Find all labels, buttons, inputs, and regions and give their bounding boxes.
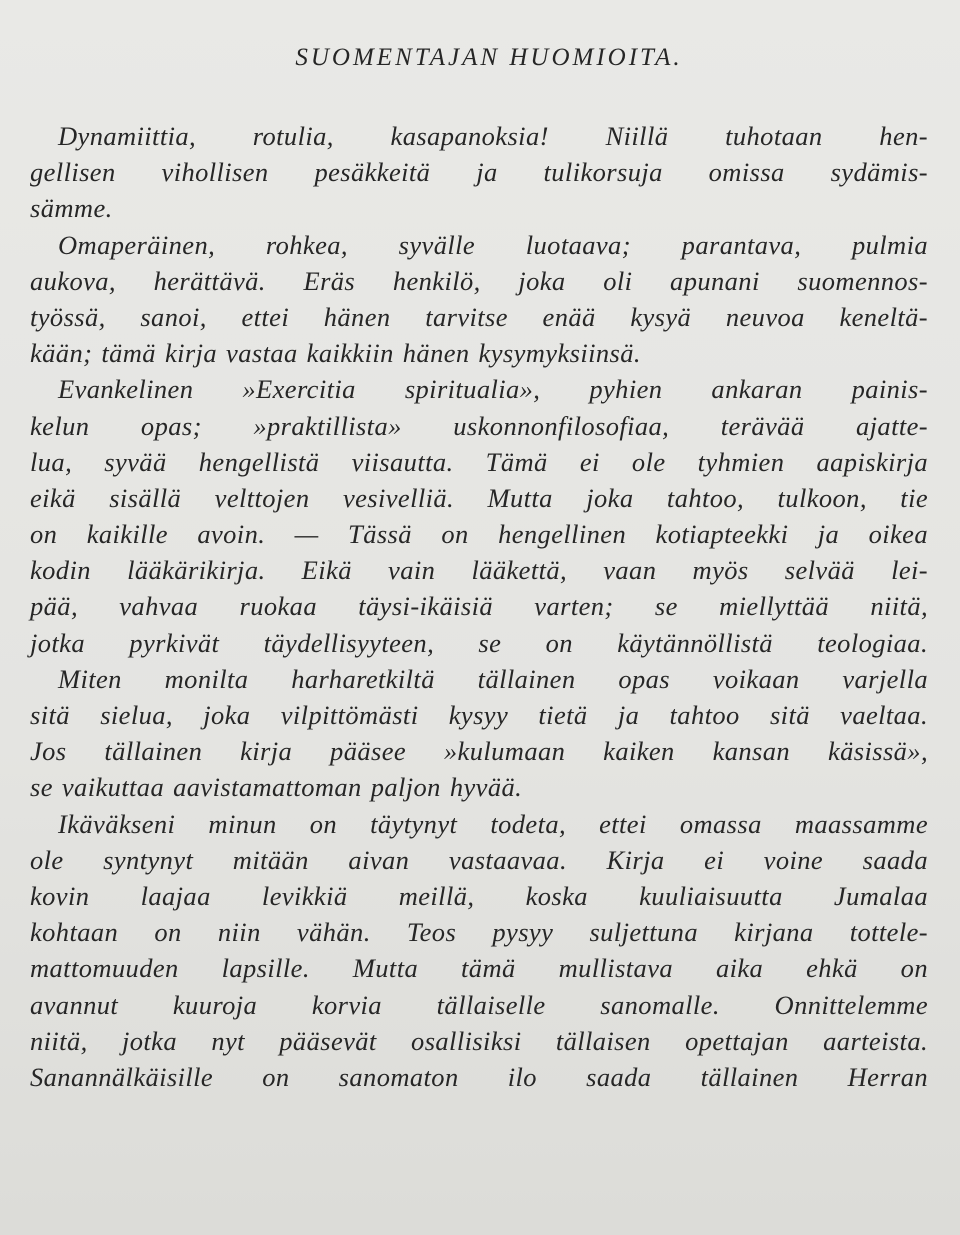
text-line: kään; tämä kirja vastaa kaikkiin hänen kysymyksiinsä. [30, 338, 641, 369]
text-line: eikä sisällä velttojen vesivelliä. Mutta joka tahtoo, tulkoon, tie [30, 482, 928, 513]
text-line: jotka pyrkivät täydellisyyteen, se on käytännöllistä teologiaa. [30, 627, 928, 658]
text-line: lua, syvää hengellistä viisautta. Tämä ei ole tyhmien aapiskirja [30, 446, 928, 477]
text-line: se vaikuttaa aavistamattoman paljon hyvää. [30, 772, 523, 803]
text-line: sämme. [30, 193, 113, 224]
text-line: Dynamiittia, rotulia, kasapanoksia! Niillä tuhotaan hen- [58, 121, 928, 151]
text-line: työssä, sanoi, ettei hänen tarvitse enää kysyä neuvoa keneltä- [30, 301, 928, 332]
text-line: pää, vahvaa ruokaa täysi-ikäisiä varten; se miellyttää niitä, [30, 591, 928, 622]
text-line: gellisen vihollisen pesäkkeitä ja tulikorsuja omissa sydämis- [30, 157, 928, 188]
page-title: SUOMENTAJAN HUOMIOITA. [295, 44, 683, 71]
text-line: Jos tällainen kirja pääsee »kulumaan kaiken kansan käsissä», [30, 736, 928, 767]
paragraph [30, 118, 928, 227]
paragraph [30, 371, 928, 661]
paragraph [30, 227, 928, 372]
text-line: Evankelinen »Exercitia spiritualia», pyhien ankaran painis- [58, 374, 928, 405]
text-line: aukova, herättävä. Eräs henkilö, joka oli apunani suomennos- [30, 265, 928, 296]
text-line: Ikäväkseni minun on täytynyt todeta, ettei omassa maassamme [58, 808, 928, 839]
text-line: kovin laajaa levikkiä meillä, koska kuuliaisuutta Jumalaa [30, 880, 928, 911]
text-line: niitä, jotka nyt pääsevät osallisiksi tällaisen opettajan aarteista. [30, 1025, 928, 1056]
text-line: kelun opas; »praktillista» uskonnonfilosofiaa, terävää ajatte- [30, 410, 928, 441]
text-line: Sanannälkäisille on sanomaton ilo saada tällainen Herran [30, 1061, 928, 1092]
text-line: avannut kuuroja korvia tällaiselle sanomalle. Onnittelemme [30, 989, 928, 1020]
paragraph [30, 661, 928, 806]
text-line: ole syntynyt mitään aivan vastaavaa. Kirja ei voine saada [30, 844, 928, 875]
paragraph [30, 806, 928, 1096]
text-line: on kaikille avoin. — Tässä on hengellinen kotiapteekki ja oikea [30, 519, 928, 550]
text-line: kodin lääkärikirja. Eikä vain lääkettä, vaan myös selvää lei- [30, 555, 928, 586]
text-line: kohtaan on niin vähän. Teos pysyy suljettuna kirjana tottele- [30, 917, 928, 948]
text-line: sitä sielua, joka vilpittömästi kysyy tietä ja tahtoo sitä vaeltaa. [30, 700, 928, 730]
body-text [30, 118, 928, 1095]
text-line: Miten monilta harharetkiltä tällainen opas voikaan varjella [58, 663, 928, 694]
text-line: mattomuuden lapsille. Mutta tämä mullistava aika ehkä on [30, 953, 928, 984]
text-line: Omaperäinen, rohkea, syvälle luotaava; parantava, pulmia [58, 229, 928, 260]
